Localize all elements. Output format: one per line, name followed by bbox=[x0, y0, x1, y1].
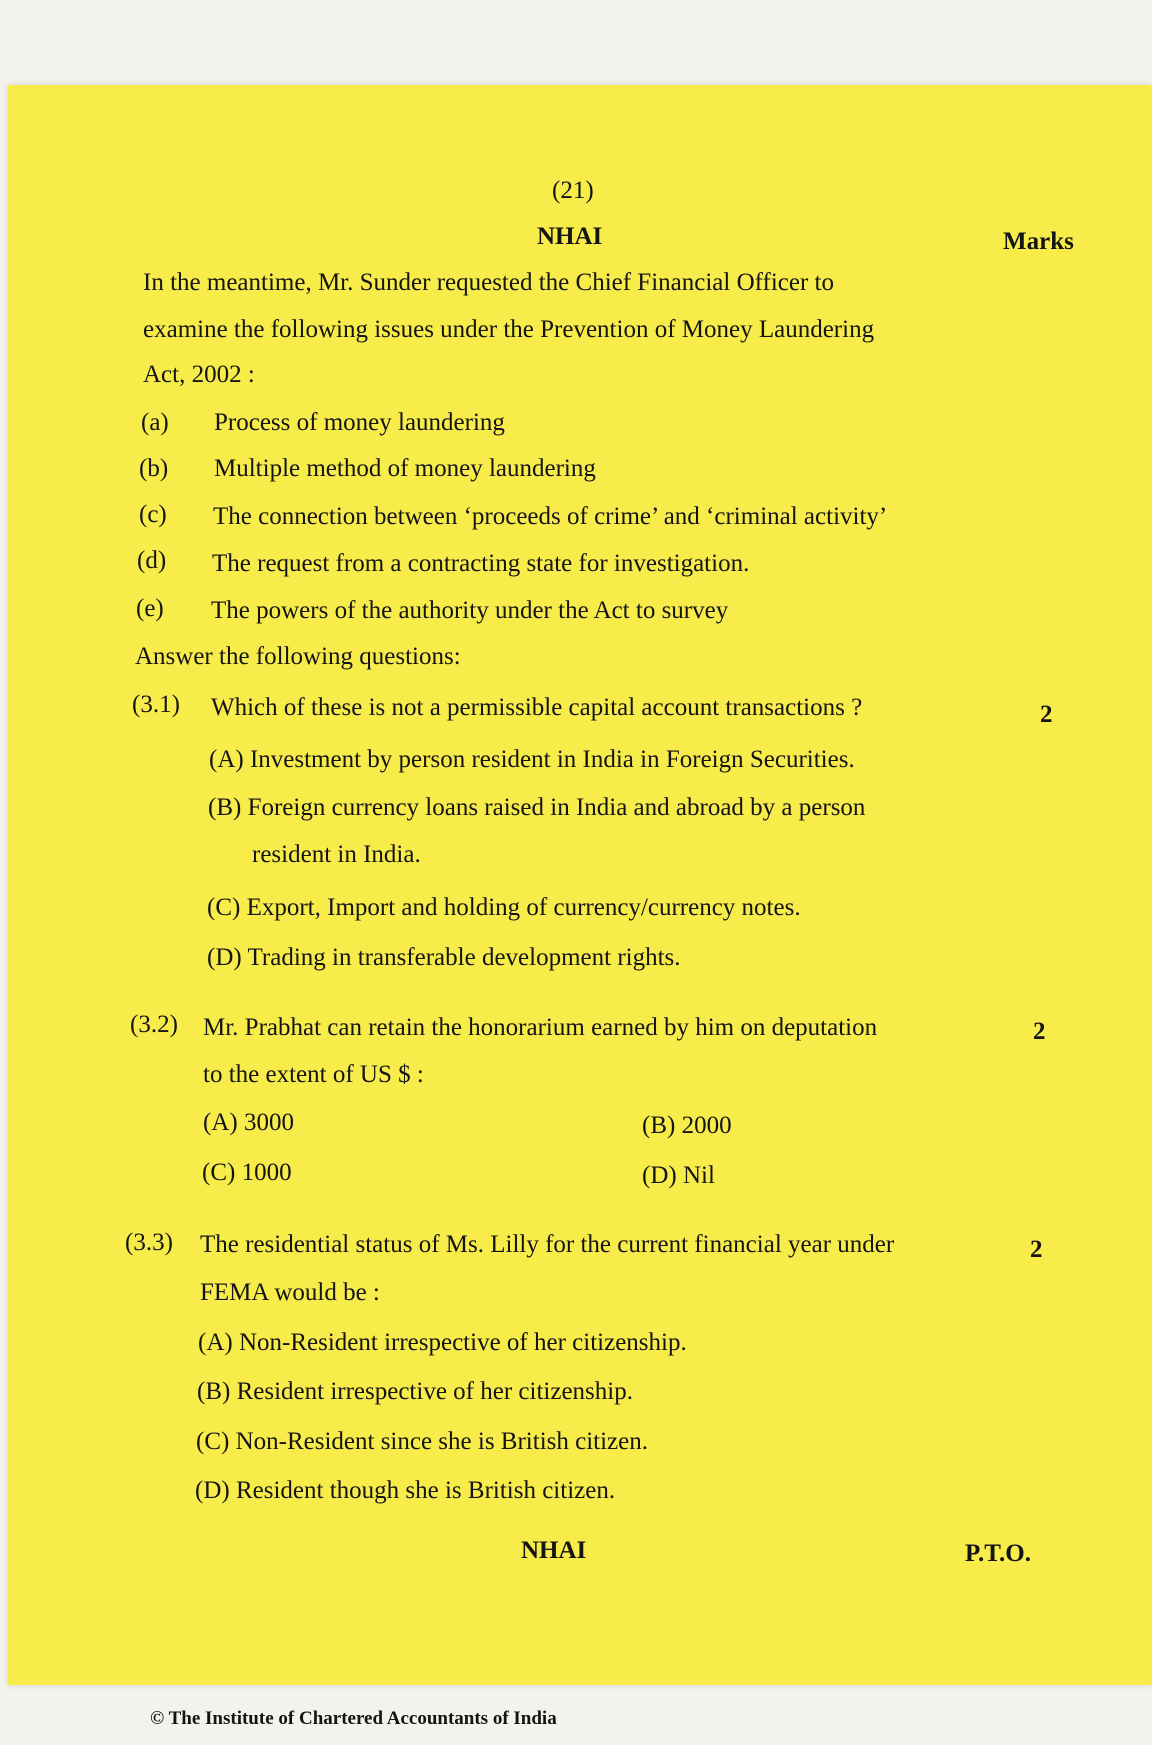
option-a: (A) Non-Resident irrespective of her citizenship. bbox=[198, 1329, 687, 1356]
question-number: (3.3) bbox=[125, 1229, 173, 1256]
option-d: (D) Trading in transferable development rights. bbox=[207, 944, 681, 971]
issue-text: Process of money laundering bbox=[214, 409, 505, 436]
issue-text: The request from a contracting state for investigation. bbox=[212, 550, 750, 577]
option-a: (A) 3000 bbox=[203, 1109, 294, 1136]
issue-label: (e) bbox=[136, 595, 164, 622]
issue-text: The powers of the authority under the Act to survey bbox=[211, 597, 729, 624]
option-c: (C) 1000 bbox=[202, 1159, 292, 1186]
issue-label: (a) bbox=[141, 409, 169, 436]
marks-heading: Marks bbox=[1003, 228, 1074, 255]
copyright-notice: © The Institute of Chartered Accountants of India bbox=[150, 1708, 557, 1729]
answer-prompt: Answer the following questions: bbox=[135, 643, 461, 670]
question-text-continued: to the extent of US $ : bbox=[203, 1061, 424, 1088]
option-d: (D) Resident though she is British citizen. bbox=[195, 1477, 616, 1504]
issue-label: (d) bbox=[137, 547, 167, 574]
issue-text: Multiple method of money laundering bbox=[214, 455, 596, 482]
paper-code: NHAI bbox=[537, 223, 603, 250]
footer-paper-code: NHAI bbox=[521, 1537, 587, 1564]
option-b: (B) 2000 bbox=[642, 1112, 732, 1139]
option-a: (A) Investment by person resident in India in Foreign Securities. bbox=[209, 746, 855, 773]
question-marks: 2 bbox=[1030, 1236, 1043, 1263]
issue-label: (c) bbox=[139, 501, 167, 528]
question-text: Mr. Prabhat can retain the honorarium earned by him on deputation bbox=[203, 1014, 878, 1041]
question-number: (3.1) bbox=[132, 691, 180, 718]
question-text: Which of these is not a permissible capital account transactions ? bbox=[211, 694, 863, 721]
pto-label: P.T.O. bbox=[965, 1540, 1031, 1567]
intro-line-1: In the meantime, Mr. Sunder requested the Chief Financial Officer to bbox=[143, 269, 835, 296]
issue-text: The connection between ‘proceeds of crime’ and ‘criminal activity’ bbox=[213, 503, 888, 530]
option-d: (D) Nil bbox=[642, 1162, 715, 1189]
option-c: (C) Non-Resident since she is British citizen. bbox=[196, 1428, 649, 1455]
option-b: (B) Resident irrespective of her citizenship. bbox=[197, 1378, 633, 1405]
issue-label: (b) bbox=[139, 455, 169, 482]
page-number: (21) bbox=[552, 177, 594, 204]
option-c: (C) Export, Import and holding of currency/currency notes. bbox=[207, 894, 801, 921]
intro-line-2: examine the following issues under the Prevention of Money Laundering bbox=[143, 316, 875, 343]
option-b-continued: resident in India. bbox=[252, 841, 421, 868]
option-b: (B) Foreign currency loans raised in India and abroad by a person bbox=[208, 794, 866, 821]
question-marks: 2 bbox=[1040, 701, 1053, 728]
question-text-continued: FEMA would be : bbox=[200, 1279, 380, 1306]
intro-line-3: Act, 2002 : bbox=[143, 361, 255, 388]
question-number: (3.2) bbox=[130, 1011, 178, 1038]
question-text: The residential status of Ms. Lilly for the current financial year under bbox=[200, 1231, 895, 1258]
question-marks: 2 bbox=[1033, 1018, 1046, 1045]
